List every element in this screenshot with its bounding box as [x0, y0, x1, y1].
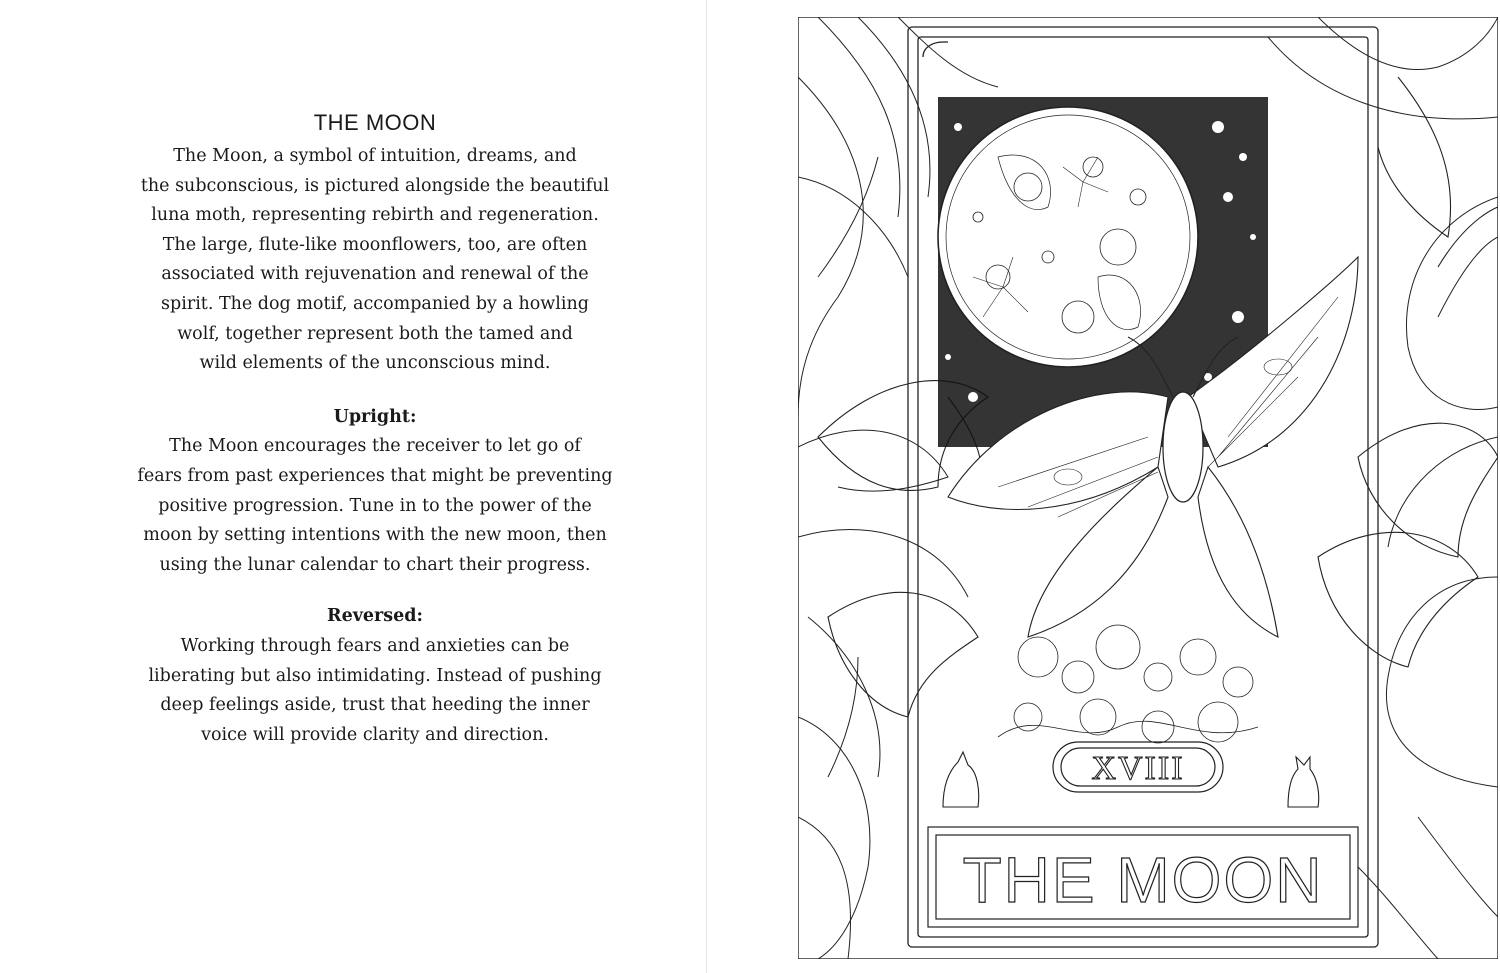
intro-paragraph	[100, 142, 650, 379]
intro-line: wild elements of the unconscious mind.	[199, 353, 551, 374]
upright-heading: Upright:	[333, 406, 417, 427]
intro-line: The Moon, a symbol of intuition, dreams, and	[173, 146, 577, 166]
moon-disc	[938, 107, 1198, 367]
intro-line: associated with rejuvenation and renewal of the	[161, 264, 589, 285]
page-gutter	[706, 0, 707, 973]
card-title: THE MOON	[313, 110, 437, 135]
intro-line: The large, flute-like moonflowers, too, are often	[162, 234, 588, 255]
reversed-line: voice will provide clarity and direction.	[201, 724, 549, 745]
upright-line: using the lunar calendar to chart their progress.	[159, 554, 591, 575]
bubble-clouds	[998, 625, 1258, 743]
wolf-silhouette	[943, 752, 979, 807]
reversed-line: liberating but also intimidating. Instead of pushing	[148, 665, 602, 686]
reversed-paragraph	[100, 632, 650, 750]
intro-line: luna moth, representing rebirth and regeneration.	[151, 205, 599, 226]
upright-line: fears from past experiences that might be preventing	[137, 465, 613, 486]
reversed-line: Working through fears and anxieties can be	[180, 635, 570, 656]
reversed-heading: Reversed:	[327, 606, 423, 627]
card-name-label: THE MOON	[962, 844, 1324, 916]
upright-line: moon by setting intentions with the new moon, then	[143, 525, 607, 546]
upright-paragraph	[100, 432, 650, 580]
dog-silhouette	[1288, 757, 1319, 807]
upright-line: The Moon encourages the receiver to let go of	[169, 436, 581, 457]
card-number-label: XVIII	[1091, 750, 1185, 787]
intro-line: the subconscious, is pictured alongside the beautiful	[140, 175, 610, 196]
reversed-line: deep feelings aside, trust that heeding the inner	[160, 695, 590, 716]
text-page	[100, 110, 650, 750]
moon-tarot-illustration	[798, 17, 1498, 959]
upright-line: positive progression. Tune in to the power of the	[158, 495, 592, 516]
intro-line: spirit. The dog motif, accompanied by a howling	[161, 293, 589, 314]
intro-line: wolf, together represent both the tamed and	[177, 323, 573, 344]
